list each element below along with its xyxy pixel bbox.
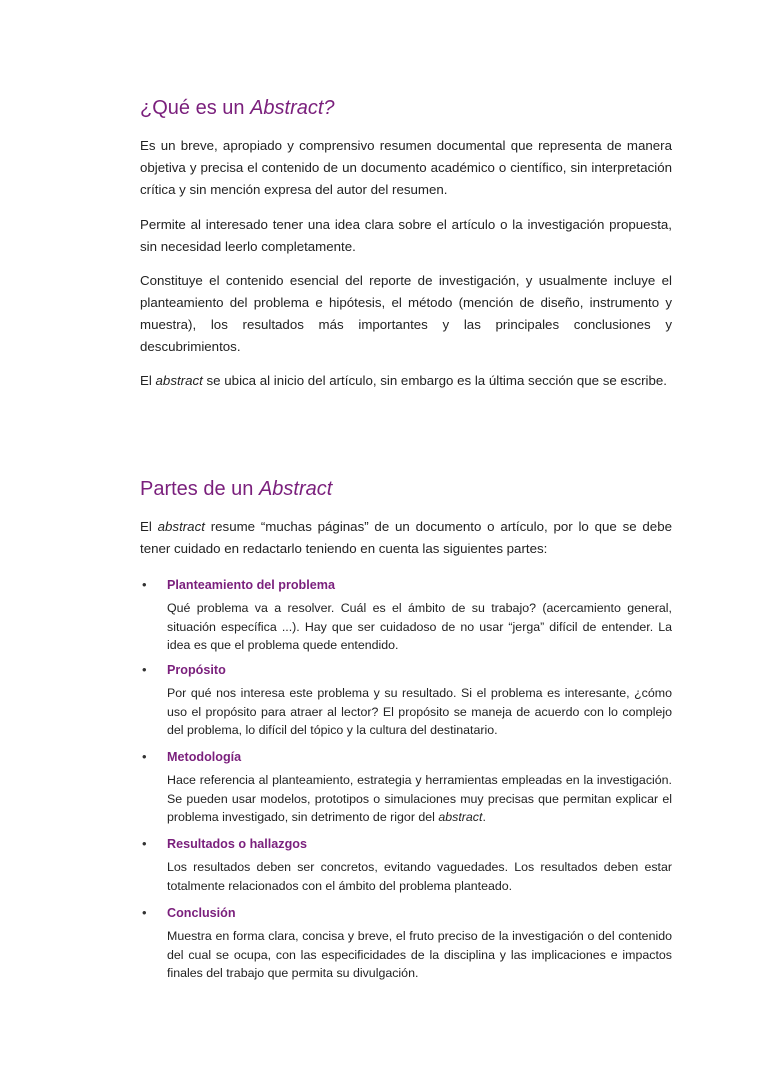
list-item-heading: Planteamiento del problema — [167, 578, 335, 592]
paragraph-purpose: Permite al interesado tener una idea clara sobre el artículo o la investigación propuesta, sin necesidad leerlo completamente. — [140, 217, 672, 254]
title-text: ¿Qué es un — [140, 97, 251, 119]
title-text: Partes de un — [140, 478, 259, 500]
list-item-body — [167, 771, 672, 827]
list-item — [140, 834, 672, 895]
text: se ubica al inicio del artículo, sin embargo es la última sección que se escribe. — [202, 373, 667, 388]
text: resume “muchas páginas” de un documento o artículo, por lo que se debe tener cuidado en redactarlo teniendo en cuenta las siguientes partes: — [140, 519, 672, 556]
list-item — [140, 903, 672, 983]
list-item-heading: Metodología — [167, 750, 242, 764]
section-title-parts — [140, 476, 672, 502]
bullet-icon: • — [142, 836, 147, 851]
text: El — [140, 519, 158, 534]
list-item-body: Los resultados deben ser concretos, evitando vaguedades. Los resultados deben estar totalmente relacionados con el ámbito del problema planteado. — [167, 860, 672, 893]
bullet-icon: • — [142, 749, 147, 764]
list-item-body: Por qué nos interesa este problema y su resultado. Si el problema es interesante, ¿cómo uso el propósito para atraer al lector? El propósito se maneja de acuerdo con lo complejo del problema, lo difícil del tópico y la cultura del destinatario. — [167, 686, 672, 738]
list-item — [140, 660, 672, 740]
text-italic: abstract — [157, 519, 205, 534]
bullet-icon: • — [142, 905, 147, 920]
text-italic: abstract — [438, 810, 483, 825]
paragraph-intro — [140, 516, 672, 560]
list-item-body: Muestra en forma clara, concisa y breve, el fruto preciso de la investigación o del contenido del cual se ocupa, con las especificidades de la disciplina y las implicaciones e impactos finales del trabajo que permita su divulgación. — [167, 929, 672, 981]
title-italic: Abstract — [258, 478, 333, 500]
list-item-body: Qué problema va a resolver. Cuál es el ámbito de su trabajo? (acercamiento general, situación específica ...). Hay que ser cuidadoso de no usar “jerga” difícil de entender. La idea es que el problema quede entendido. — [167, 601, 672, 653]
list-item — [140, 747, 672, 827]
paragraph-definition: Es un breve, apropiado y comprensivo resumen documental que representa de manera objetiva y precisa el contenido de un documento académico o científico, sin interpretación crítica y sin mención expresa del autor del resumen. — [140, 138, 672, 197]
text: Hace referencia al planteamiento, estrategia y herramientas empleadas en la investigación. Se pueden usar modelos, prototipos o simulaciones muy precisas que permitan explicar el problema investigado, sin detrimento de rigor del — [167, 773, 672, 825]
list-item — [140, 575, 672, 655]
title-italic: Abstract? — [250, 97, 335, 119]
text-italic: abstract — [155, 373, 203, 388]
list-item-heading: Propósito — [167, 663, 226, 677]
paragraph-content: Constituye el contenido esencial del reporte de investigación, y usualmente incluye el planteamiento del problema e hipótesis, el método (mención de diseño, instrumento y muestra), los resultados más importantes y las principales conclusiones y descubrimientos. — [140, 273, 672, 354]
list-item-heading: Resultados o hallazgos — [167, 837, 307, 851]
section-title-what-is-abstract — [140, 95, 672, 121]
paragraph-location — [140, 370, 672, 392]
list-item-heading: Conclusión — [167, 906, 236, 920]
text: . — [482, 810, 486, 825]
bullet-icon: • — [142, 577, 147, 592]
bullet-icon: • — [142, 662, 147, 677]
text: El — [140, 373, 156, 388]
